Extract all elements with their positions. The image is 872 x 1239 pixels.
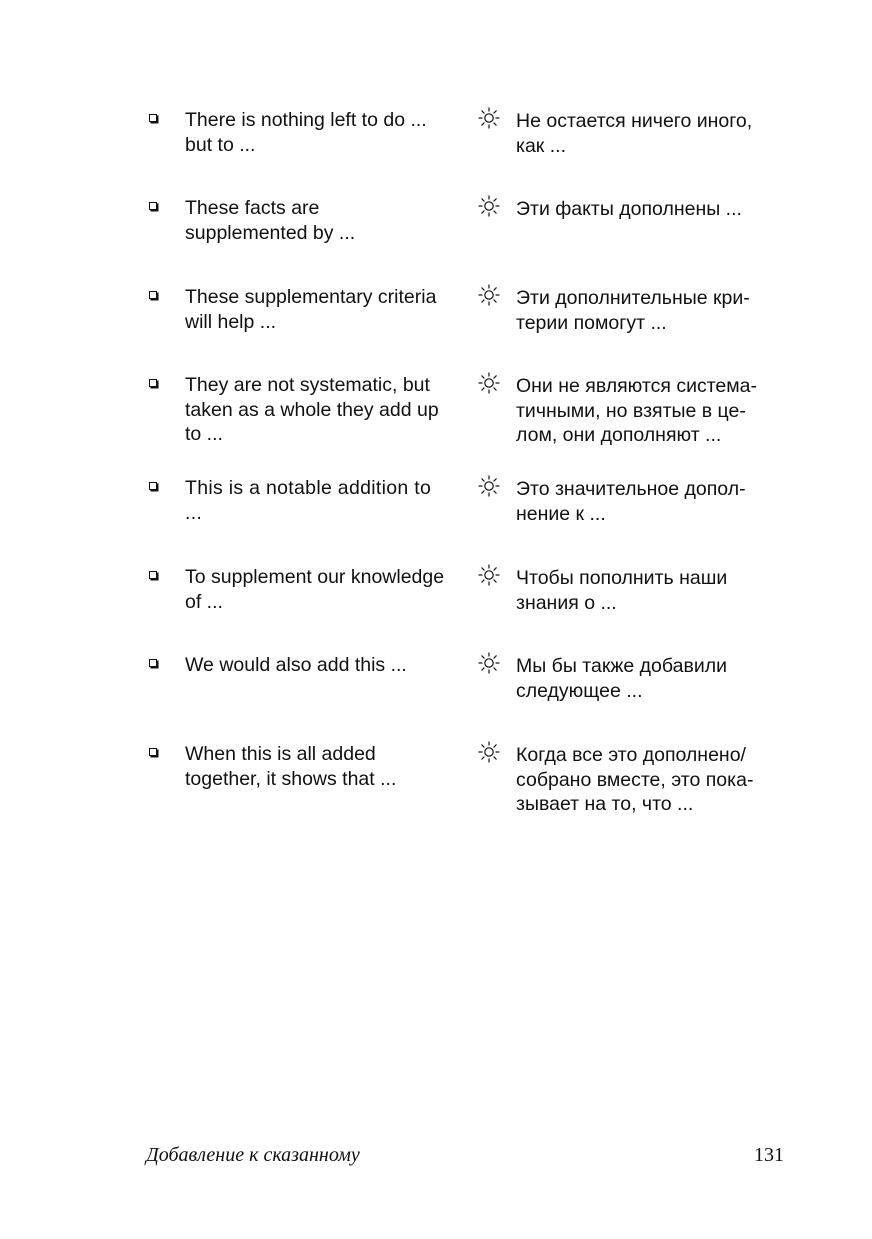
sun-icon [477,371,501,395]
sun-icon [477,194,501,218]
checkbox-square-icon [149,379,157,387]
russian-translation: Они не являются система- тичными, но взятые в це- лом, они дополняют ... [516,375,758,446]
russian-translation: Мы бы также добавили следующее ... [516,655,727,702]
checkbox-square-icon [149,571,157,579]
checkbox-square-icon [149,482,157,490]
english-phrase: This is a notable addition to ... [185,477,432,524]
page-number: 131 [754,1144,784,1166]
english-phrase: These facts are supplemented by ... [185,197,356,244]
checkbox-square-icon [149,114,157,122]
checkbox-square-icon [149,748,157,756]
russian-translation: Когда все это дополнено/ собрано вместе, это пока- зывает на то, что ... [516,744,754,815]
russian-translation: Эти факты дополнены ... [516,198,742,220]
russian-translation: Это значительное допол- нение к ... [516,478,746,525]
english-phrase: To supplement our knowledge of ... [185,566,445,613]
english-phrase: They are not systematic, but taken as a whole they add up to ... [185,374,439,445]
running-footer-title: Добавление к сказанному [146,1144,360,1166]
checkbox-square-icon [149,659,157,667]
english-phrase: There is nothing left to do ... but to ... [185,109,427,156]
sun-icon [477,106,501,130]
english-phrase: These supplementary criteria will help ... [185,286,437,333]
english-phrase: When this is all added together, it shows that ... [185,743,397,790]
russian-translation: Не остается ничего иного, как ... [516,110,753,157]
russian-translation: Чтобы пополнить наши знания о ... [516,567,728,614]
sun-icon [477,563,501,587]
sun-icon [477,283,501,307]
checkbox-square-icon [149,202,157,210]
checkbox-square-icon [149,291,157,299]
english-phrase: We would also add this ... [185,654,407,676]
sun-icon [477,651,501,675]
russian-translation: Эти дополнительные кри- терии помогут ... [516,287,750,334]
sun-icon [477,474,501,498]
sun-icon [477,740,501,764]
